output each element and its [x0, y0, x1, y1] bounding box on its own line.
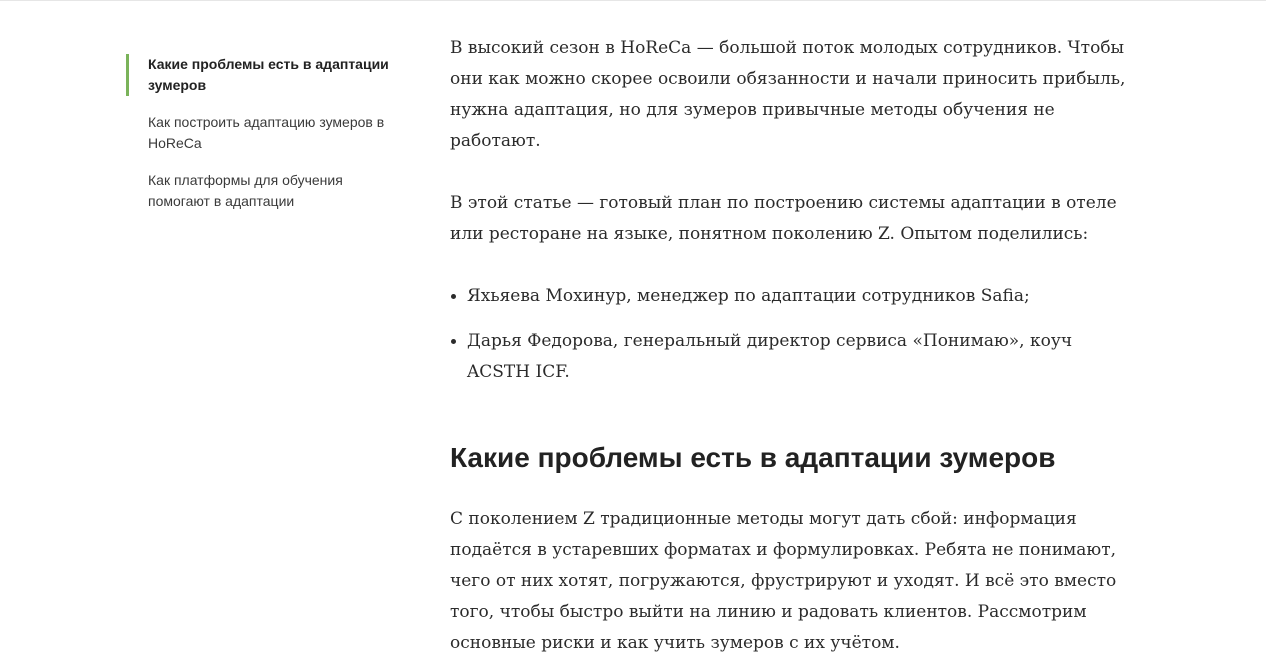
- toc-item-learning-platforms[interactable]: Как платформы для обучения помогают в адаптации: [148, 172, 343, 209]
- experts-list: [450, 281, 1130, 388]
- top-divider: [0, 0, 1266, 1]
- toc-item-problems[interactable]: Какие проблемы есть в адаптации зумеров: [126, 54, 396, 96]
- table-of-contents: [126, 54, 396, 212]
- section-heading: Какие проблемы есть в адаптации зумеров: [450, 442, 1056, 473]
- list-item: Яхьяева Мохинур, менеджер по адаптации сотрудников Safia;: [450, 281, 1130, 312]
- plan-paragraph: В этой статье — готовый план по построению системы адаптации в отеле или ресторане на языке, понятном поколению Z. Опытом поделились:: [450, 193, 1117, 244]
- article-body: [450, 33, 1130, 659]
- list-item: Дарья Федорова, генеральный директор сервиса «Понимаю», коуч ACSTH ICF.: [450, 326, 1130, 388]
- intro-paragraph: В высокий сезон в HoReCa — большой поток молодых сотрудников. Чтобы они как можно скорее освоили обязанности и начали приносить прибыль, нужна адаптация, но для зумеров привычные методы обучения не работают.: [450, 38, 1126, 151]
- section-paragraph: С поколением Z традиционные методы могут дать сбой: информация подаётся в устаревших форматах и формулировках. Ребята не понимают, чего от них хотят, погружаются, фрустрируют и уходят. И всё это вместо того, чтобы быстро выйти на линию и радовать клиентов. Рассмотрим основные риски и как учить зумеров с их учётом.: [450, 509, 1117, 653]
- toc-item-build-adaptation[interactable]: Как построить адаптацию зумеров в HoReCa: [148, 114, 385, 151]
